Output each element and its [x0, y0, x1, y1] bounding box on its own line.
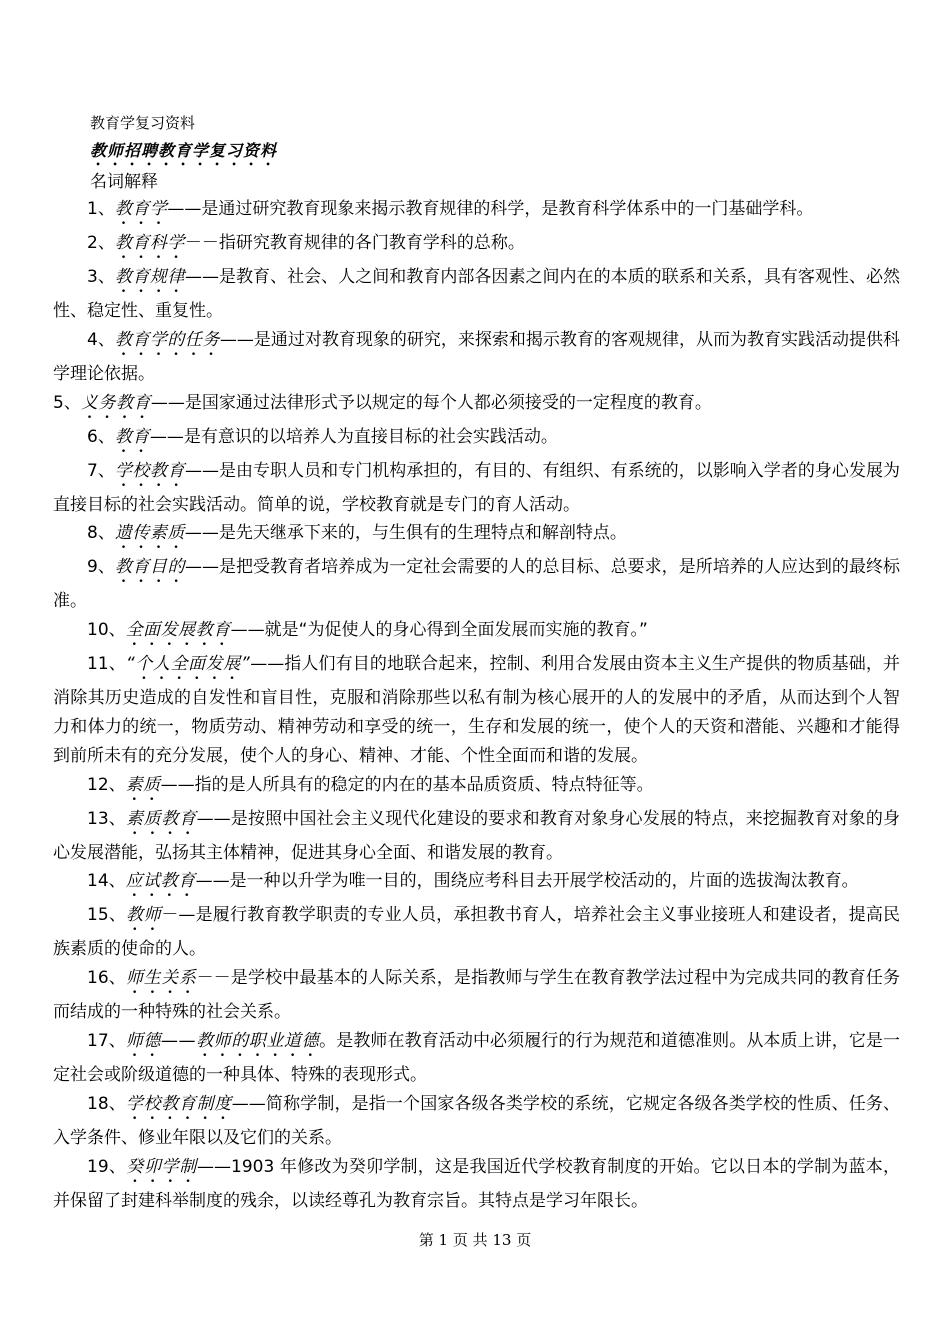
definition-text: －—是履行教育教学职责的专业人员，承担教书育人，培养社会主义事业接班人和建设者，提高民族素质的使命的人。	[53, 905, 901, 960]
definition-text: ——指人们有目的地联合起来，控制、利用合发展由资本主义生产提供的物质基础，并消除其历史造成的自发性和盲目性，克服和消除那些以私有制为核心展开的人的发展中的矛盾，从而达到个人智力和体力的统一，物质劳动、精神劳动和享受的统一，生存和发展的统一，使个人的天资和潜能、兴趣和才能得到前所未有的充分发展，使个人的身心、精神、才能、个性全面而和谐的发展。	[53, 654, 900, 766]
definition-text: ——是国家通过法律形式予以规定的每个人都必须接受的一定程度的教育。	[150, 392, 712, 413]
term: 教育科学	[114, 233, 185, 253]
term: 遗传素质	[114, 523, 185, 544]
term: 教育规律	[114, 267, 185, 287]
term: 学校教育	[114, 460, 185, 481]
item-number: 2、	[87, 233, 115, 253]
definition-item	[53, 901, 900, 964]
definition-item	[53, 263, 900, 326]
definition-item	[53, 1153, 900, 1216]
document-title: 教师招聘教育学复习资料	[90, 141, 278, 160]
definition-text: ——是按照中国社会主义现代化建设的要求和教育对象身心发展的特点，来挖掘教育对象的身心发展潜能，弘扬其主体精神，促进其身心全面、和谐发展的教育。	[53, 808, 901, 863]
definition-item	[53, 457, 900, 520]
definition-item	[53, 1090, 900, 1153]
item-number: 16、	[87, 968, 126, 989]
term: 师德——教师的职业道德	[125, 1030, 320, 1051]
definition-item	[53, 1027, 900, 1090]
definition-item	[53, 616, 900, 650]
definition-text: ——是把受教育者培养成为一定社会需要的人的总目标、总要求，是所培养的人应达到的最终标准。	[53, 557, 901, 612]
item-number: 1、	[87, 199, 115, 219]
item-number: 13、	[87, 808, 126, 829]
definition-list	[53, 195, 900, 1215]
definition-item	[53, 229, 900, 263]
definition-text: 。是教师在教育活动中必须履行的行为规范和道德准则。从本质上讲，它是一定社会或阶级道德的一种具体、特殊的表现形式。	[53, 1030, 901, 1085]
definition-item	[53, 195, 900, 229]
item-number: 8、	[87, 523, 115, 544]
term: 癸卯学制	[126, 1156, 198, 1177]
definition-text: ——就是“为促使人的身心得到全面发展而实施的教育。”	[230, 620, 648, 641]
definition-text: －－指研究教育规律的各门教育学科的总称。	[184, 233, 525, 253]
definition-text: ——1903 年修改为癸卯学制，这是我国近代学校教育制度的开始。它以日本的学制为蓝本，并保留了封建科举制度的残余，以读经尊孔为教育宗旨。其特点是学习年限长。	[53, 1156, 901, 1211]
section-heading: 名词解释	[90, 172, 158, 192]
definition-item	[53, 964, 900, 1027]
page-footer: 第 1 页 共 13 页	[418, 1231, 532, 1249]
term: 教育学	[114, 199, 168, 219]
definition-item	[53, 389, 900, 423]
item-number: 6、	[87, 426, 115, 447]
definition-text: ——是通过对教育现象的研究，来探索和揭示教育的客观规律，从而为教育实践活动提供科学理论依据。	[53, 329, 900, 384]
item-number: 15、	[87, 905, 127, 926]
definition-text: ——是一种以升学为唯一目的，围绕应考科目去开展学校活动的，片面的选拔淘汰教育。	[195, 871, 859, 892]
item-number: 12、	[87, 774, 126, 795]
definition-item	[53, 650, 900, 770]
definition-text: ——是先天继承下来的，与生俱有的生理特点和解剖特点。	[184, 523, 627, 544]
page-header: 教育学复习资料	[90, 114, 196, 132]
term: 教育目的	[114, 557, 185, 578]
item-number: 14、	[87, 871, 126, 892]
item-number: 19、	[87, 1156, 127, 1177]
term: 素质教育	[125, 808, 197, 829]
definition-text: ——指的是人所具有的稳定的内在的基本品质资质、特点特征等。	[160, 774, 654, 795]
term: 学校教育制度	[125, 1093, 232, 1114]
item-number: 11、	[87, 654, 126, 675]
definition-text: ——是有意识的以培养人为直接目标的社会实践活动。	[149, 426, 558, 447]
item-number: 10、	[87, 620, 126, 641]
definition-item	[53, 423, 900, 457]
term: 师生关系	[125, 968, 197, 989]
term: 全面发展教育	[125, 620, 231, 641]
definition-text: ——是教育、社会、人之间和教育内部各因素之间内在的本质的联系和关系，具有客观性、必然性、稳定性、重复性。	[53, 267, 901, 321]
definition-item	[53, 867, 900, 901]
definition-item	[53, 553, 900, 616]
term: 教育	[114, 426, 150, 447]
definition-item	[53, 519, 900, 553]
item-number: 4、	[87, 329, 115, 350]
term: 应试教育	[125, 871, 196, 892]
item-number: 7、	[87, 460, 115, 481]
definition-text: ——简称学制，是指一个国家各级各类学校的系统，它规定各级各类学校的性质、任务、入学条件、修业年限以及它们的关系。	[53, 1093, 901, 1148]
term: 教育学的任务	[114, 329, 220, 350]
term: “个人全面发展”	[125, 654, 251, 675]
definition-text: －－是学校中最基本的人际关系，是指教师与学生在教育教学法过程中为完成共同的教育任务而结成的一种特殊的社会关系。	[53, 968, 901, 1023]
definition-text: ——是由专职人员和专门机构承担的，有目的、有组织、有系统的，以影响入学者的身心发展为直接目标的社会实践活动。简单的说，学校教育就是专门的育人活动。	[53, 460, 901, 515]
term: 义务教育	[80, 392, 151, 413]
term: 素质	[125, 774, 161, 795]
definition-item	[53, 326, 900, 389]
item-number: 5、	[53, 392, 81, 413]
definition-item	[53, 805, 900, 868]
term: 教师	[126, 905, 162, 926]
item-number: 9、	[87, 557, 115, 578]
definition-item	[53, 771, 900, 805]
definition-text: ——是通过研究教育现象来揭示教育规律的科学，是教育科学体系中的一门基础学科。	[167, 199, 814, 219]
item-number: 18、	[87, 1093, 126, 1114]
item-number: 17、	[87, 1030, 126, 1051]
item-number: 3、	[87, 267, 115, 287]
